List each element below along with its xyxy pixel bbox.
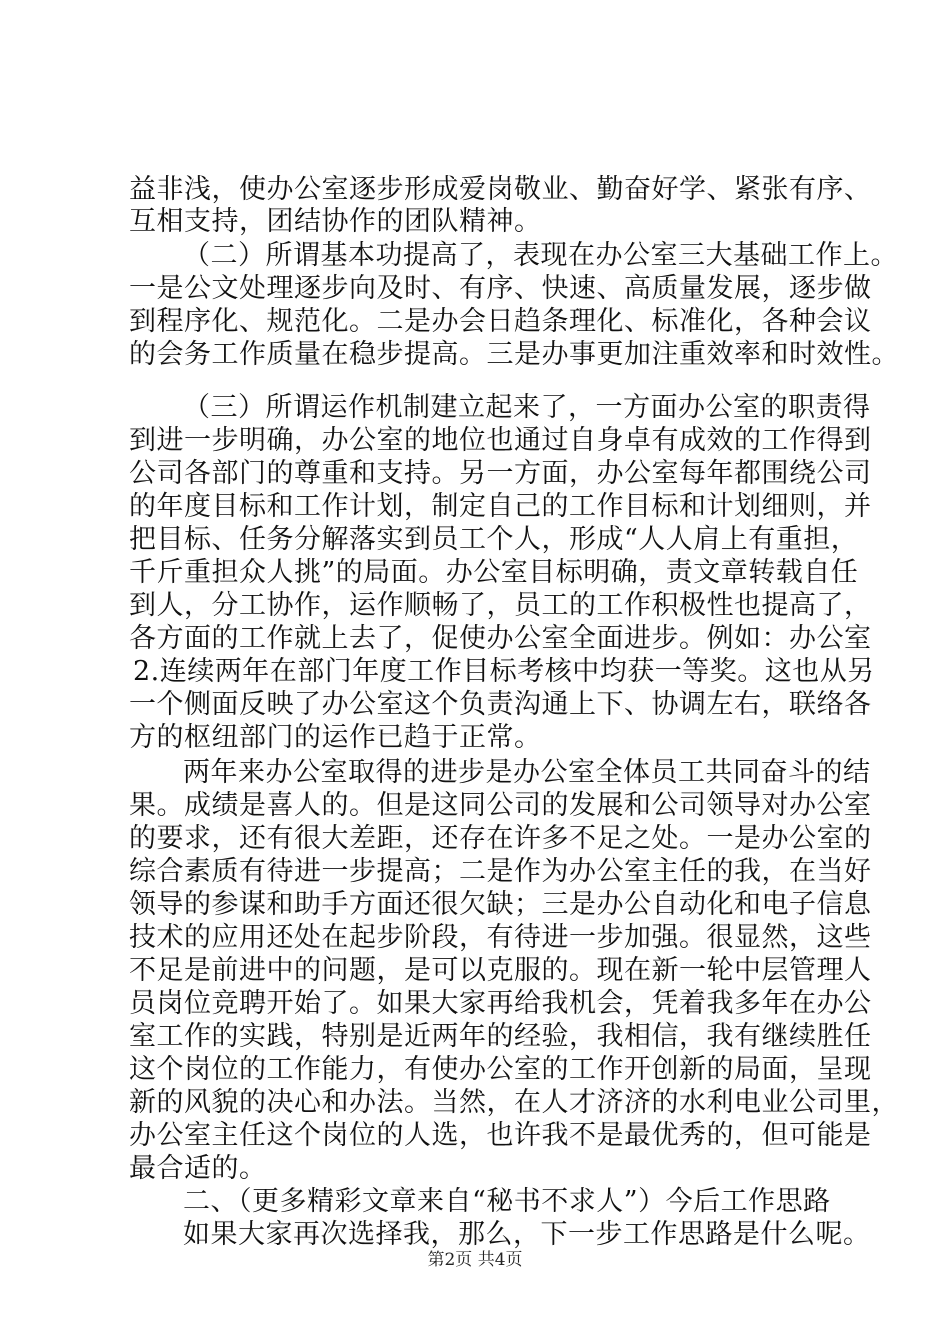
- text-line: 员岗位竞聘开始了。如果大家再给我机会，凭着我多年在办公: [129, 988, 872, 1019]
- text-line: 领导的参谋和助手方面还很欠缺；三是办公自动化和电子信息: [129, 889, 872, 920]
- text-line: 2.连续两年在部门年度工作目标考核中均获一等奖。这也从另: [133, 656, 875, 687]
- text-line: 互相支持，团结协作的团队精神。: [129, 206, 542, 237]
- text-line: 技术的应用还处在起步阶段，有待进一步加强。很显然，这些: [129, 922, 872, 953]
- text-line: 到进一步明确，办公室的地位也通过自身卓有成效的工作得到: [129, 425, 872, 456]
- text-line: 室工作的实践，特别是近两年的经验，我相信，我有继续胜任: [129, 1021, 872, 1052]
- text-line: 果。成绩是喜人的。但是这同公司的发展和公司领导对办公室: [129, 790, 872, 821]
- text-line: 公司各部门的尊重和支持。另一方面，办公室每年都围绕公司: [129, 458, 872, 489]
- text-line: 办公室主任这个岗位的人选，也许我不是最优秀的，但可能是: [129, 1120, 872, 1151]
- text-line: 不足是前进中的问题，是可以克服的。现在新一轮中层管理人: [129, 955, 872, 986]
- text-line: （二）所谓基本功提高了，表现在办公室三大基础工作上。: [183, 240, 898, 271]
- text-line: 千斤重担众人挑”的局面。办公室目标明确，责文章转载自任: [129, 557, 859, 588]
- text-line: 的会务工作质量在稳步提高。三是办事更加注重效率和时效性。: [129, 339, 899, 370]
- text-line: 两年来办公室取得的进步是办公室全体员工共同奋斗的结: [183, 757, 871, 788]
- page-footer: 第2页 共4页: [427, 1250, 523, 1270]
- text-line: 方的枢纽部门的运作已趋于正常。: [129, 722, 542, 753]
- text-line: 益非浅，使办公室逐步形成爱岗敬业、勤奋好学、紧张有序、: [129, 174, 872, 205]
- text-line: 各方面的工作就上去了，促使办公室全面进步。例如：办公室: [129, 623, 872, 654]
- text-line: 如果大家再次选择我，那么，下一步工作思路是什么呢。: [183, 1219, 871, 1250]
- text-line: 新的风貌的决心和办法。当然，在人才济济的水利电业公司里，: [129, 1087, 899, 1118]
- text-line: 到人，分工协作，运作顺畅了，员工的工作积极性也提高了，: [129, 590, 872, 621]
- text-line: 这个岗位的工作能力，有使办公室的工作开创新的局面，呈现: [129, 1054, 872, 1085]
- text-line: 综合素质有待进一步提高；二是作为办公室主任的我，在当好: [129, 856, 872, 887]
- text-line: 最合适的。: [129, 1153, 267, 1184]
- text-line: 一是公文处理逐步向及时、有序、快速、高质量发展，逐步做: [129, 273, 872, 304]
- text-line: 一个侧面反映了办公室这个负责沟通上下、协调左右，联络各: [129, 689, 872, 720]
- text-line: 的要求，还有很大差距，还存在许多不足之处。一是办公室的: [129, 823, 872, 854]
- text-line: 的年度目标和工作计划，制定自己的工作目标和计划细则，并: [129, 491, 872, 522]
- text-line: 把目标、任务分解落实到员工个人，形成“人人肩上有重担，: [129, 524, 859, 555]
- section-heading: 二、（更多精彩文章来自“秘书不求人”）今后工作思路: [183, 1186, 831, 1217]
- text-line: （三）所谓运作机制建立起来了，一方面办公室的职责得: [183, 392, 871, 423]
- text-line: 到程序化、规范化。二是办会日趋条理化、标准化，各种会议: [129, 306, 872, 337]
